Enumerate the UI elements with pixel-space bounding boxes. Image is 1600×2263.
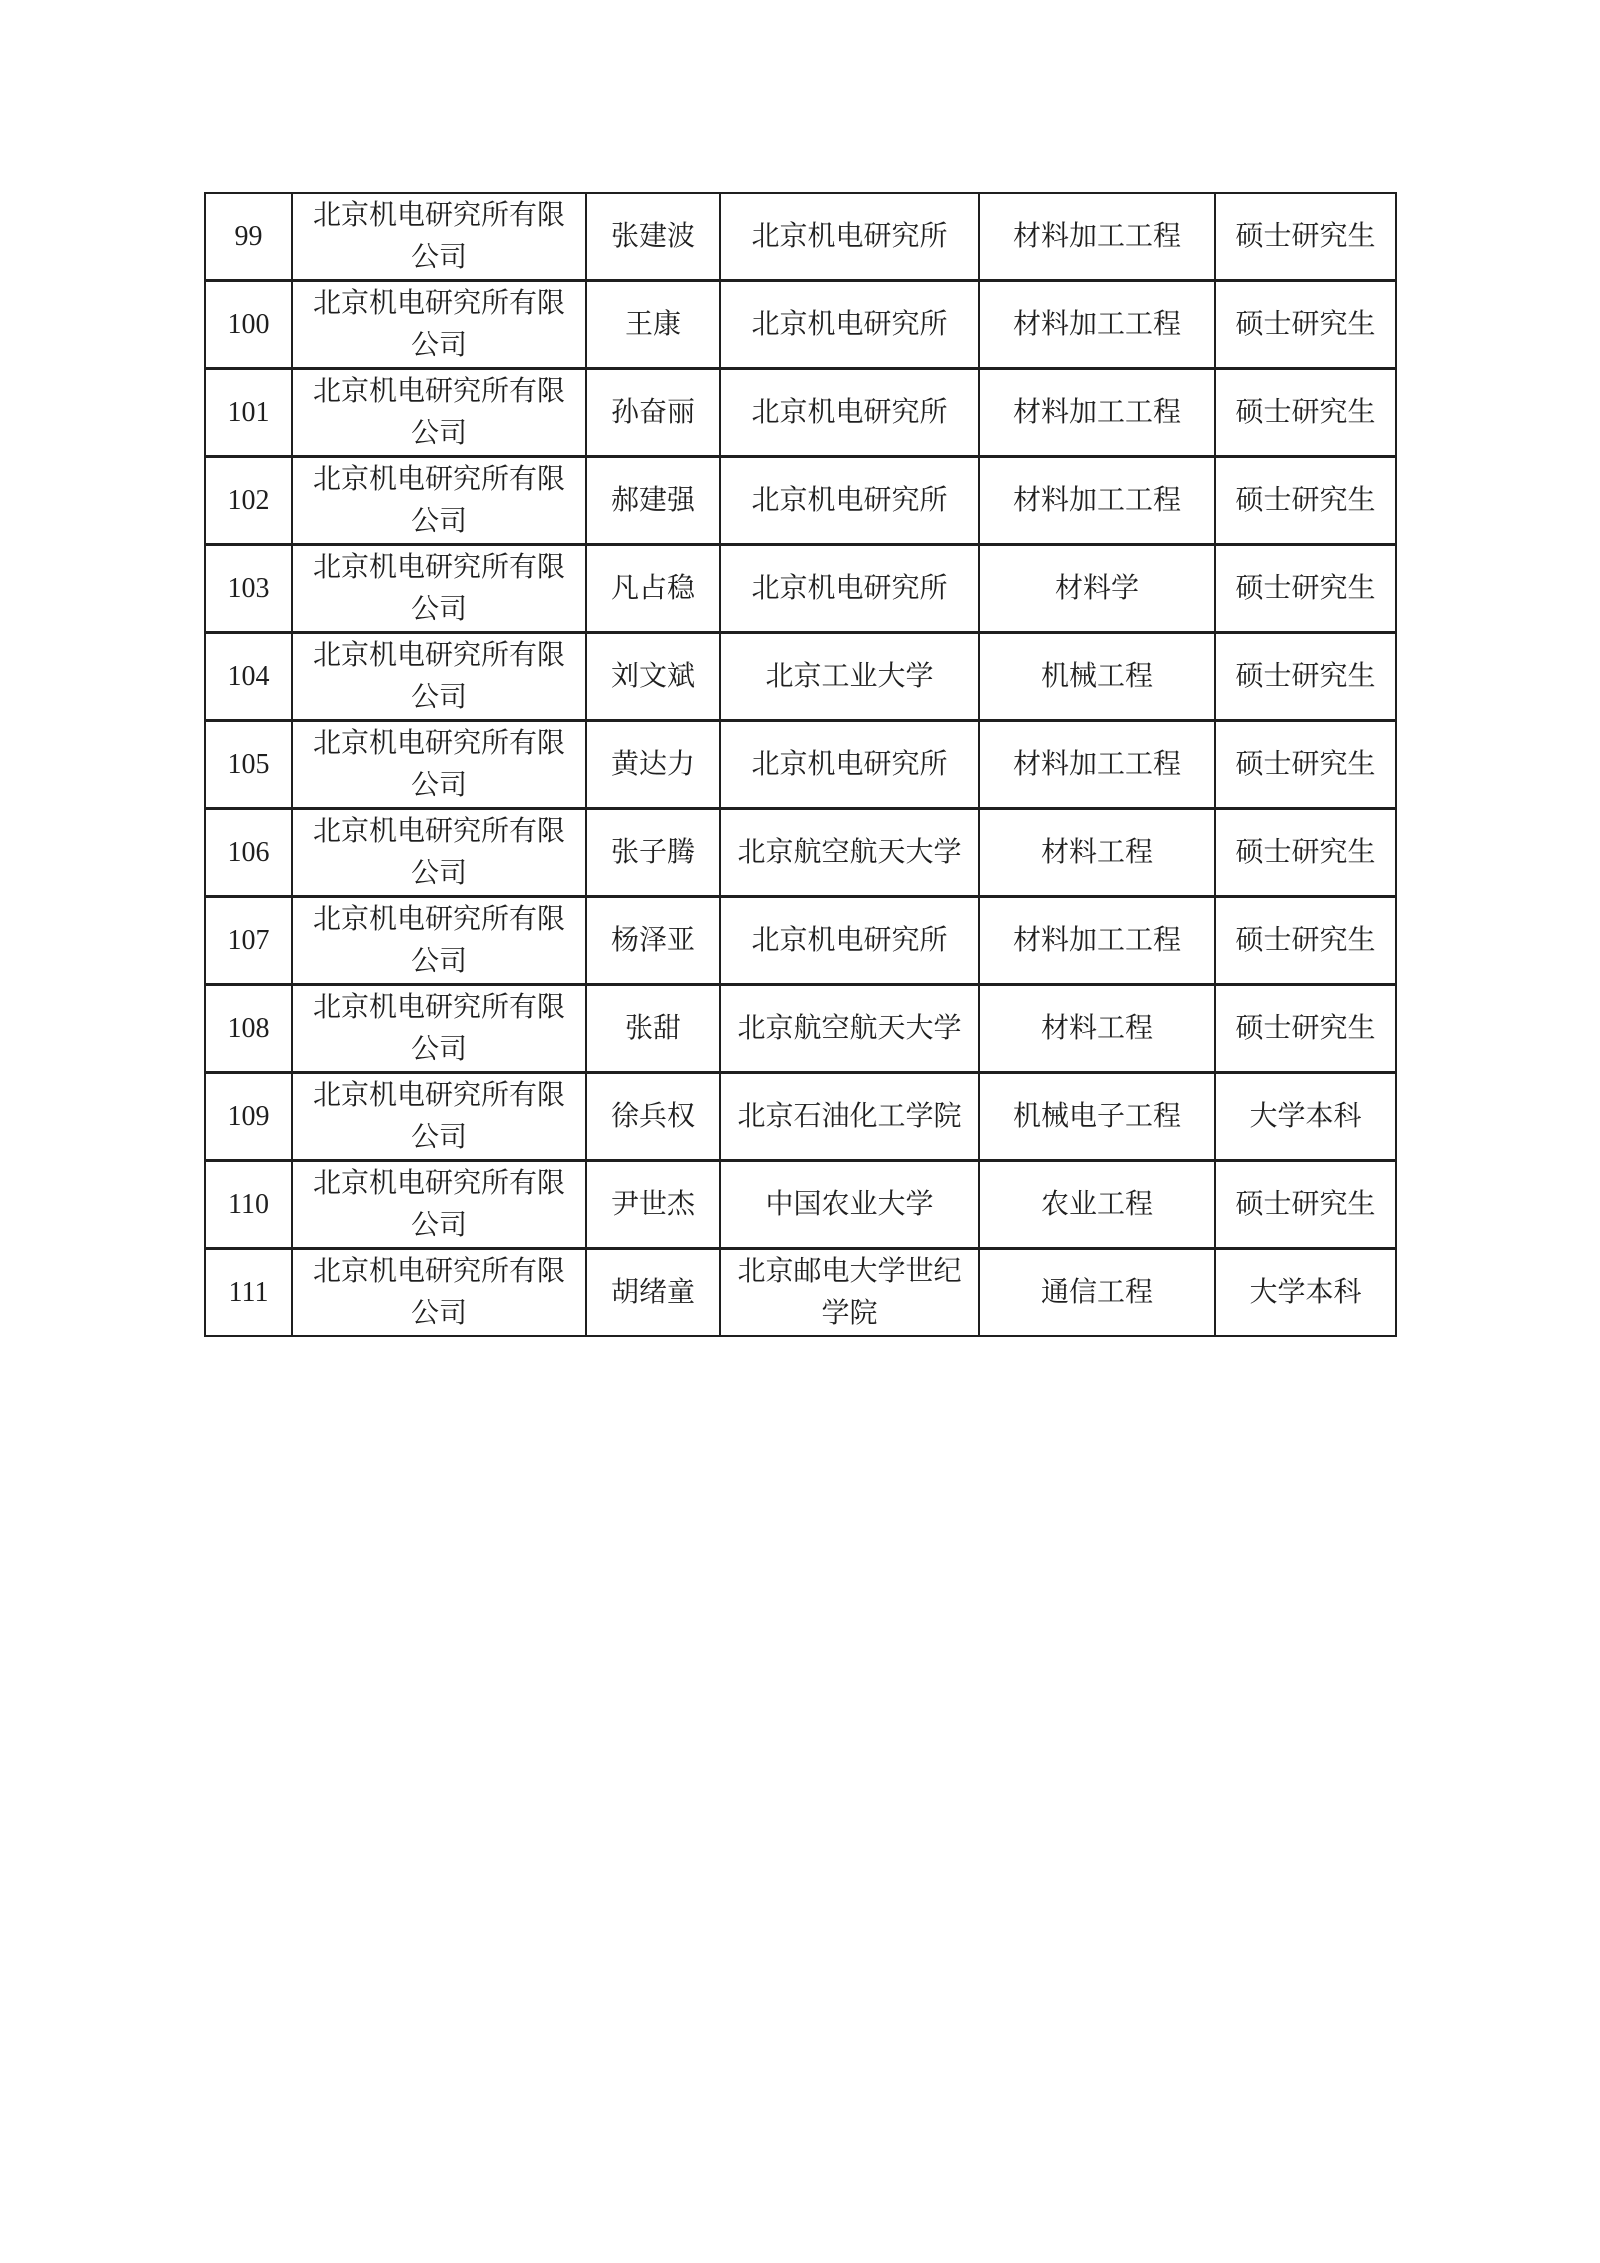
table-row (205, 985, 1396, 1073)
major-cell: 材料加工工程 (979, 721, 1215, 809)
index-cell: 106 (205, 809, 292, 897)
major-cell: 材料工程 (979, 985, 1215, 1073)
degree-cell: 硕士研究生 (1215, 721, 1396, 809)
table-row (205, 809, 1396, 897)
table-row (205, 1249, 1396, 1337)
index-cell: 99 (205, 193, 292, 281)
index-cell: 107 (205, 897, 292, 985)
major-cell: 材料加工工程 (979, 897, 1215, 985)
institution-cell: 北京机电研究所 (720, 369, 979, 457)
institution-cell: 北京航空航天大学 (720, 985, 979, 1073)
company-cell: 北京机电研究所有限公司 (292, 545, 586, 633)
degree-cell: 硕士研究生 (1215, 1161, 1396, 1249)
table-row (205, 633, 1396, 721)
company-cell: 北京机电研究所有限公司 (292, 281, 586, 369)
degree-cell: 硕士研究生 (1215, 369, 1396, 457)
institution-cell: 北京机电研究所 (720, 457, 979, 545)
index-cell: 103 (205, 545, 292, 633)
degree-cell: 硕士研究生 (1215, 193, 1396, 281)
institution-cell: 北京工业大学 (720, 633, 979, 721)
index-cell: 102 (205, 457, 292, 545)
index-cell: 109 (205, 1073, 292, 1161)
name-cell: 黄达力 (586, 721, 720, 809)
table-row (205, 457, 1396, 545)
institution-cell: 北京机电研究所 (720, 545, 979, 633)
company-cell: 北京机电研究所有限公司 (292, 369, 586, 457)
name-cell: 张甜 (586, 985, 720, 1073)
major-cell: 材料工程 (979, 809, 1215, 897)
company-cell: 北京机电研究所有限公司 (292, 1073, 586, 1161)
major-cell: 材料加工工程 (979, 369, 1215, 457)
company-cell: 北京机电研究所有限公司 (292, 457, 586, 545)
institution-cell: 中国农业大学 (720, 1161, 979, 1249)
major-cell: 通信工程 (979, 1249, 1215, 1337)
degree-cell: 大学本科 (1215, 1073, 1396, 1161)
company-cell: 北京机电研究所有限公司 (292, 633, 586, 721)
institution-cell: 北京邮电大学世纪学院 (720, 1249, 979, 1337)
name-cell: 刘文斌 (586, 633, 720, 721)
index-cell: 110 (205, 1161, 292, 1249)
table-row (205, 193, 1396, 281)
name-cell: 张建波 (586, 193, 720, 281)
company-cell: 北京机电研究所有限公司 (292, 897, 586, 985)
company-cell: 北京机电研究所有限公司 (292, 985, 586, 1073)
degree-cell: 硕士研究生 (1215, 633, 1396, 721)
degree-cell: 硕士研究生 (1215, 545, 1396, 633)
personnel-table (204, 192, 1397, 1337)
index-cell: 111 (205, 1249, 292, 1337)
major-cell: 材料学 (979, 545, 1215, 633)
index-cell: 100 (205, 281, 292, 369)
name-cell: 尹世杰 (586, 1161, 720, 1249)
degree-cell: 硕士研究生 (1215, 809, 1396, 897)
major-cell: 机械工程 (979, 633, 1215, 721)
index-cell: 104 (205, 633, 292, 721)
degree-cell: 大学本科 (1215, 1249, 1396, 1337)
institution-cell: 北京机电研究所 (720, 281, 979, 369)
degree-cell: 硕士研究生 (1215, 281, 1396, 369)
degree-cell: 硕士研究生 (1215, 985, 1396, 1073)
institution-cell: 北京机电研究所 (720, 193, 979, 281)
table-row (205, 545, 1396, 633)
major-cell: 农业工程 (979, 1161, 1215, 1249)
degree-cell: 硕士研究生 (1215, 457, 1396, 545)
major-cell: 材料加工工程 (979, 193, 1215, 281)
table-row (205, 1161, 1396, 1249)
company-cell: 北京机电研究所有限公司 (292, 1161, 586, 1249)
degree-cell: 硕士研究生 (1215, 897, 1396, 985)
institution-cell: 北京航空航天大学 (720, 809, 979, 897)
name-cell: 徐兵权 (586, 1073, 720, 1161)
table-row (205, 721, 1396, 809)
table-row (205, 1073, 1396, 1161)
name-cell: 胡绪童 (586, 1249, 720, 1337)
table-row (205, 369, 1396, 457)
company-cell: 北京机电研究所有限公司 (292, 193, 586, 281)
table-row (205, 281, 1396, 369)
major-cell: 材料加工工程 (979, 281, 1215, 369)
company-cell: 北京机电研究所有限公司 (292, 721, 586, 809)
major-cell: 机械电子工程 (979, 1073, 1215, 1161)
index-cell: 108 (205, 985, 292, 1073)
index-cell: 101 (205, 369, 292, 457)
name-cell: 张子腾 (586, 809, 720, 897)
institution-cell: 北京石油化工学院 (720, 1073, 979, 1161)
major-cell: 材料加工工程 (979, 457, 1215, 545)
name-cell: 杨泽亚 (586, 897, 720, 985)
name-cell: 凡占稳 (586, 545, 720, 633)
company-cell: 北京机电研究所有限公司 (292, 809, 586, 897)
table-row (205, 897, 1396, 985)
name-cell: 王康 (586, 281, 720, 369)
table-body (205, 193, 1396, 1336)
name-cell: 郝建强 (586, 457, 720, 545)
index-cell: 105 (205, 721, 292, 809)
name-cell: 孙奋丽 (586, 369, 720, 457)
institution-cell: 北京机电研究所 (720, 721, 979, 809)
institution-cell: 北京机电研究所 (720, 897, 979, 985)
company-cell: 北京机电研究所有限公司 (292, 1249, 586, 1337)
